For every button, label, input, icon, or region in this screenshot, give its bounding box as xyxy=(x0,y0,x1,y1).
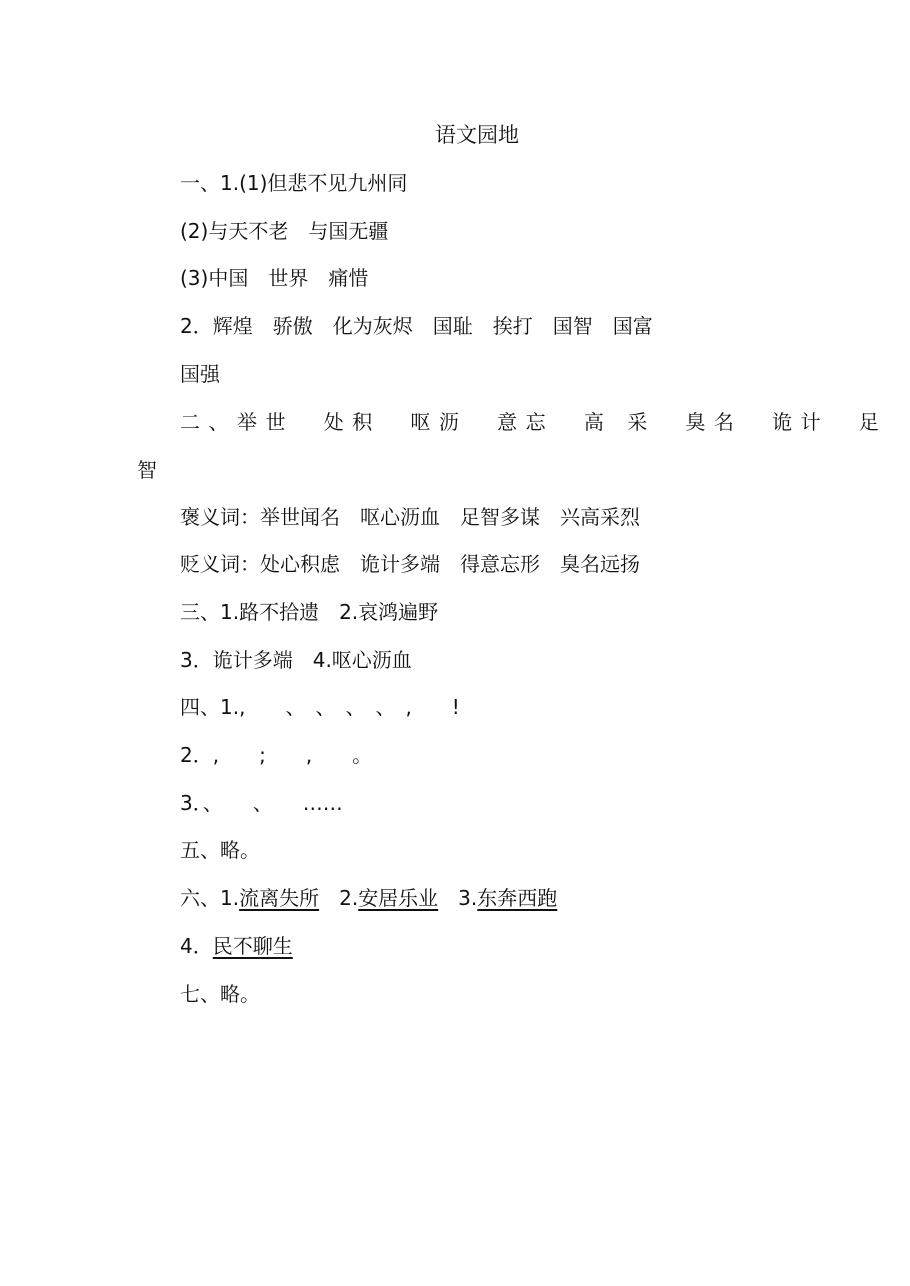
q6b-prefix: 4． xyxy=(180,934,213,958)
derogatory-words: 贬义词：处心积虑 诡计多端 得意忘形 臭名远扬 xyxy=(180,552,640,576)
answer-line-1-4: 2．辉煌 骄傲 化为灰烬 国耻 挨打 国智 国富 xyxy=(180,314,653,338)
answer-line-2-cont: 智 xyxy=(137,458,157,482)
answer-line-4-1: 四、1., 、 、 、 、 , ! xyxy=(180,695,460,719)
answer-line-1-1: 一、1.(1)但悲不见九州同 xyxy=(180,171,408,195)
answer-line-3-2: 3．诡计多端 4.呕心沥血 xyxy=(180,648,412,672)
answer-line-3-1: 三、1.路不拾遗 2.哀鸿遍野 xyxy=(180,600,439,624)
q6-answer-4: 民不聊生 xyxy=(212,934,293,958)
q6-sep-3: 3. xyxy=(438,886,478,910)
q6-answer-3: 东奔西跑 xyxy=(477,886,558,910)
answer-line-1-3: (3)中国 世界 痛惜 xyxy=(180,266,369,290)
answer-line-1-4-cont: 国强 xyxy=(180,362,220,386)
answer-line-6-1 xyxy=(180,883,557,913)
answer-line-6-2 xyxy=(180,931,293,961)
q6-answer-2: 安居乐业 xyxy=(358,886,439,910)
q6-sep-2: 2. xyxy=(319,886,359,910)
answer-line-5: 五、略。 xyxy=(180,838,260,862)
q6-prefix: 六、1. xyxy=(180,886,240,910)
answer-line-7: 七、略。 xyxy=(180,982,260,1006)
q6-answer-1: 流离失所 xyxy=(239,886,320,910)
commendatory-words: 褒义词：举世闻名 呕心沥血 足智多谋 兴高采烈 xyxy=(180,505,640,529)
answer-line-4-3: 3．、 、 …… xyxy=(180,791,343,815)
answer-line-1-2: (2)与天不老 与国无疆 xyxy=(180,219,389,243)
answer-line-4-2: 2．, ; , 。 xyxy=(180,743,373,767)
page-title: 语文园地 xyxy=(435,123,519,147)
answer-line-2: 二、举世 处积 呕沥 意忘 高 采 臭名 诡计 足 xyxy=(180,410,888,434)
